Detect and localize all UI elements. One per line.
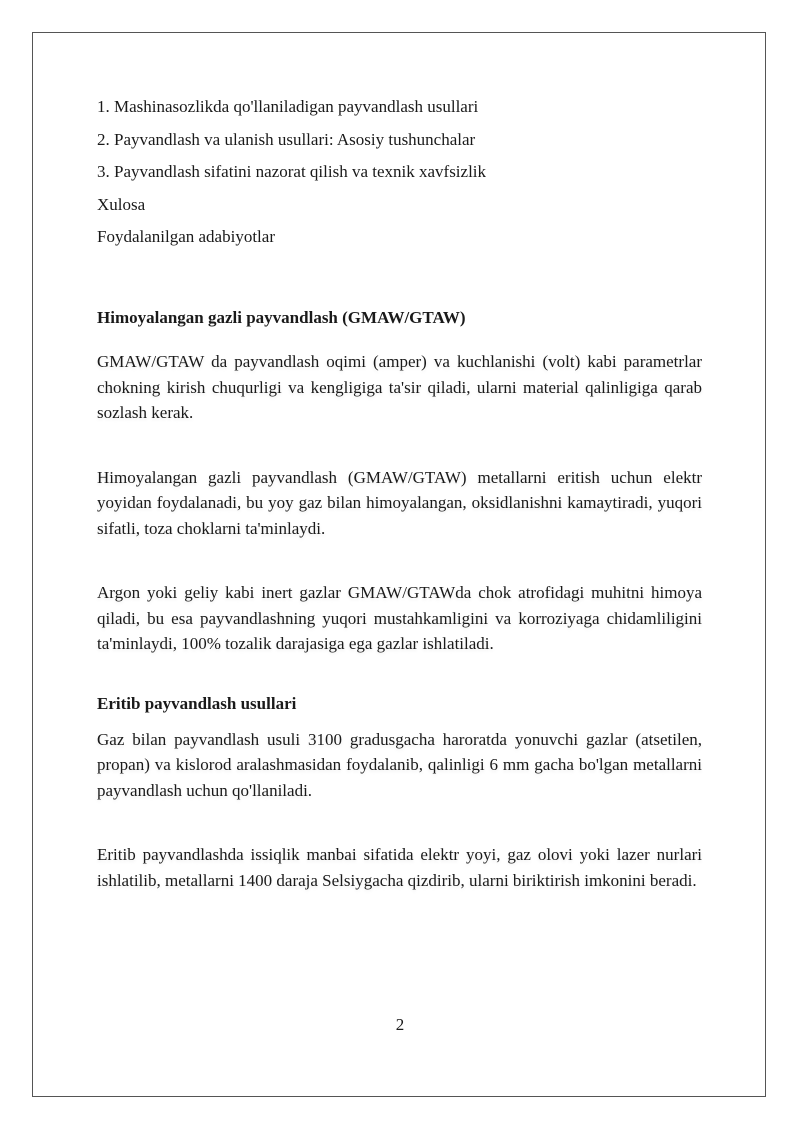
toc-item: Foydalanilgan adabiyotlar (97, 227, 275, 246)
table-of-contents (97, 96, 702, 248)
paragraph: Eritib payvandlashda issiqlik manbai sifatida elektr yoyi, gaz olovi yoki lazer nurlari ishlatilib, metallarni 1400 daraja Selsiygacha qizdirib, ularni biriktirish imkonini beradi. (97, 845, 702, 890)
paragraph: Gaz bilan payvandlash usuli 3100 gradusgacha haroratda yonuvchi gazlar (atsetilen, propan) va kislorod aralashmasidan foydalanib, qalinligi 6 mm gacha bo'lgan metallarni payvandlash uchun qo'llaniladi. (97, 729, 702, 800)
paragraph: GMAW/GTAW da payvandlash oqimi (amper) va kuchlanishi (volt) kabi parametrlar chokning kirish chuqurligi va kengligiga ta'sir qiladi, ularni material qalinligiga qarab sozlash kerak. (97, 352, 702, 422)
paragraph: Himoyalangan gazli payvandlash (GMAW/GTAW) metallarni eritish uchun elektr yoyidan foydalanadi, bu yoy gaz bilan himoyalangan, oksidlanishni kamaytiradi, yuqori sifatli, toza choklarni ta'minlaydi. (97, 467, 702, 538)
page-number: 2 (395, 1015, 405, 1034)
toc-item: 2. Payvandlash va ulanish usullari: Asosiy tushunchalar (97, 129, 476, 149)
paragraph: Argon yoki geliy kabi inert gazlar GMAW/GTAWda chok atrofidagi muhitni himoya qiladi, bu esa payvandlashning yuqori mustahkamligini va korroziyaga chidamliligini ta'minlaydi, 100% tozalik darajasiga ega gazlar ishlatiladi. (97, 583, 702, 653)
section-heading: Eritib payvandlash usullari (97, 693, 297, 713)
section-heading: Himoyalangan gazli payvandlash (GMAW/GTAW) (97, 308, 466, 327)
toc-item: 3. Payvandlash sifatini nazorat qilish va texnik xavfsizlik (97, 162, 487, 181)
document-body (97, 96, 702, 893)
toc-item: 1. Mashinasozlikda qo'llaniladigan payvandlash usullari (97, 97, 479, 116)
toc-item: Xulosa (97, 194, 146, 214)
